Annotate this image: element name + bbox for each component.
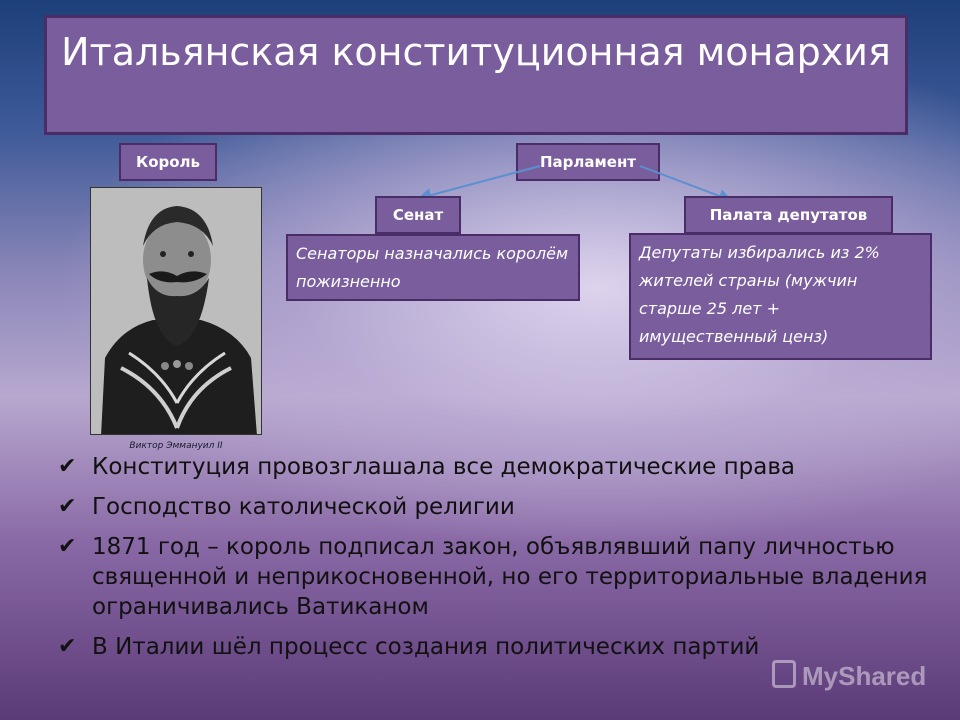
check-icon: ✔ (58, 454, 77, 479)
parliament-box: Парламент (516, 143, 660, 181)
king-box: Король (119, 143, 217, 181)
arrow-to-senate (420, 166, 540, 198)
bullet-list (56, 452, 936, 672)
bullet-item (56, 632, 936, 662)
check-icon: ✔ (58, 494, 77, 519)
check-icon: ✔ (58, 634, 77, 659)
portrait-caption: Виктор Эммануил II (129, 441, 223, 451)
watermark-icon (772, 660, 796, 688)
bullet-item (56, 492, 936, 522)
watermark-text: MyShared (802, 661, 927, 691)
deputies-description: Депутаты избирались из 2% жителей страны (мужчин старше 25 лет + имущественный ценз) (629, 233, 932, 360)
arrow-to-deputies (640, 166, 730, 200)
bullet-item (56, 452, 936, 482)
slide-title: Итальянская конституционная монархия (44, 15, 908, 135)
bullet-text: Конституция провозглашала все демократические права (92, 454, 796, 480)
bullet-text: В Италии шёл процесс создания политических партий (92, 634, 760, 660)
watermark (772, 660, 926, 692)
bullet-text: 1871 год – король подписал закон, объявлявший папу личностью священной и неприкосновенной, но его территориальные владения ограничивались Ватиканом (92, 534, 928, 620)
check-icon: ✔ (58, 534, 77, 559)
bullet-text: Господство католической религии (92, 494, 515, 520)
senate-box: Сенат (375, 196, 461, 234)
deputies-box: Палата депутатов (684, 196, 893, 234)
king-portrait (90, 187, 262, 435)
bullet-item (56, 532, 936, 622)
senate-description: Сенаторы назначались королём пожизненно (286, 234, 580, 301)
